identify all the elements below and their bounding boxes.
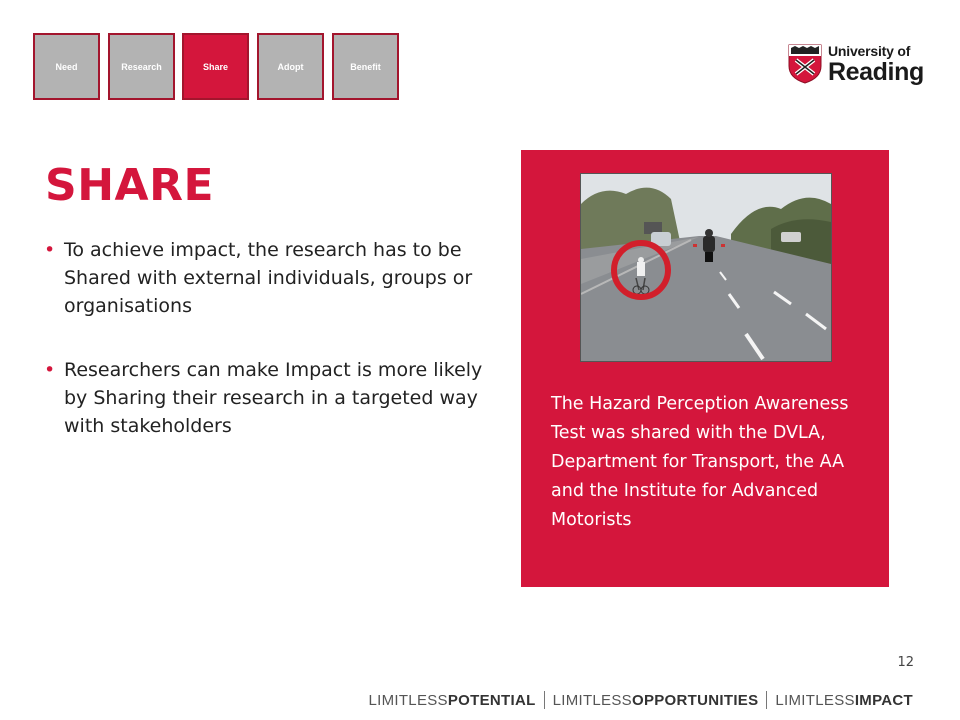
bullet-item <box>42 236 492 320</box>
page-number: 12 <box>897 655 914 670</box>
footer-word: LIMITLESS <box>552 692 632 709</box>
bullet-dot-icon: • <box>44 359 56 381</box>
bullet-text: Researchers can make Impact is more likely by Sharing their research in a targeted way with stakeholders <box>64 359 483 437</box>
footer-word: LIMITLESS <box>775 692 855 709</box>
panel-caption: The Hazard Perception Awareness Test was shared with the DVLA, Department for Transport, the AA and the Institute for Advanced Motorists <box>551 394 849 530</box>
tab-adopt[interactable] <box>257 33 324 100</box>
university-logo <box>786 40 924 90</box>
footer-word: LIMITLESS <box>368 692 448 709</box>
footer-item <box>553 692 759 709</box>
tab-label: Adopt <box>277 61 304 72</box>
bullet-text: To achieve impact, the research has to be Shared with external individuals, groups or organisations <box>64 239 473 317</box>
road-hazard-photo <box>580 173 832 362</box>
tab-label: Benefit <box>350 61 381 72</box>
info-panel <box>521 150 889 587</box>
road-scene-image <box>581 174 831 361</box>
footer-bold-word: POTENTIAL <box>447 692 536 709</box>
footer-bold-word: IMPACT <box>854 692 913 709</box>
university-shield-icon <box>788 44 822 84</box>
footer-bold-word: OPPORTUNITIES <box>631 692 759 709</box>
footer-strapline <box>368 691 913 709</box>
footer-item <box>775 692 913 709</box>
bullet-item <box>42 356 492 440</box>
tab-label: Share <box>202 61 228 72</box>
bullet-list <box>42 236 492 476</box>
tab-label: Research <box>121 61 162 72</box>
logo-line-1: University of <box>828 43 911 59</box>
tab-need[interactable] <box>33 33 100 100</box>
tab-share[interactable] <box>182 33 249 100</box>
tab-label: Need <box>55 61 78 72</box>
tab-research[interactable] <box>108 33 175 100</box>
bullet-dot-icon: • <box>44 239 56 261</box>
footer-separator <box>544 691 545 709</box>
footer-item <box>368 692 535 709</box>
tab-benefit[interactable] <box>332 33 399 100</box>
logo-line-2: Reading <box>828 58 924 86</box>
footer-separator <box>766 691 767 709</box>
slide-title: SHARE <box>45 160 215 211</box>
